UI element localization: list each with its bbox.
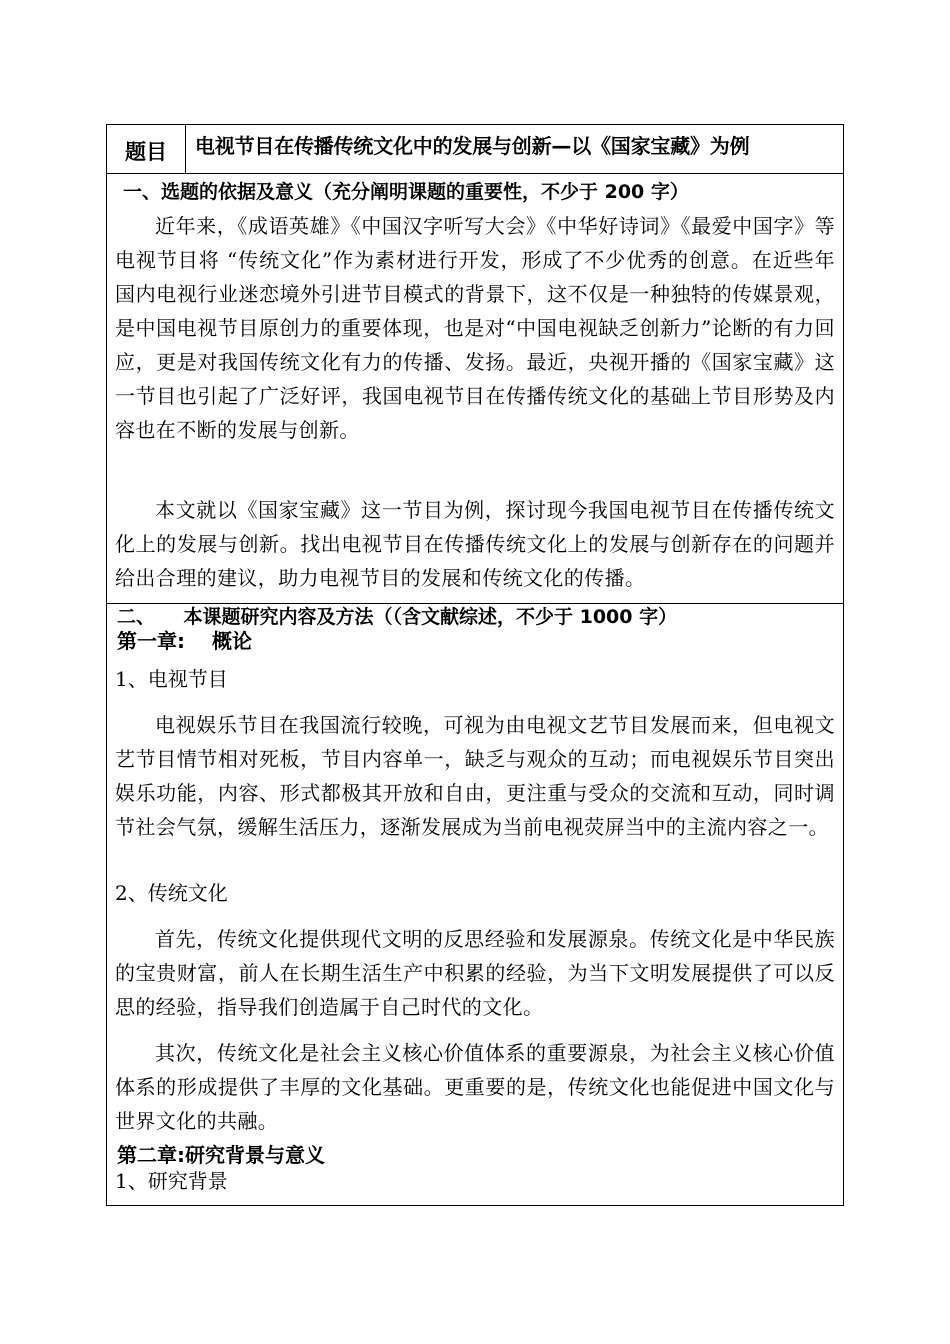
section-research-content [107,604,843,1204]
chapter2-heading: 第二章:研究背景与意义 [117,1143,325,1167]
subsection-tv-programs: 1、电视节目 [115,667,228,691]
section2-heading: 二、 本课题研究内容及方法（（含文献综述，不少于 1000 字） [117,606,678,628]
chapter1-heading: 第一章: 概论 [117,629,252,653]
traditional-culture-paragraph-2: 其次，传统文化是社会主义核心价值体系的重要源泉，为社会主义核心价值体系的形成提供了丰厚的文化基础。更重要的是，传统文化也能促进中国文化与世界文化的共融。 [115,1041,835,1133]
subsection-traditional-culture: 2、传统文化 [115,881,228,905]
proposal-form-table [106,124,844,1206]
subsection-research-background: 1、研究背景 [115,1169,228,1193]
section1-paragraph-1: 近年来，《成语英雄》《中国汉字听写大会》《中华好诗词》《最爱中国字》等电视节目将 “传统文化”作为素材进行开发，形成了不少优秀的创意。在近些年国内电视行业迷恋境外引进节目模式的背景下，这不仅是一种独特的传媒景观，是中国电视节目原创力的重要体现，也是对“中国电视缺乏创新力”论断的有力回应，更是对我国传统文化有力的传播、发扬。最近，央视开播的《国家宝藏》这一节目也引起了广泛好评，我国电视节目在传播传统文化的基础上节目形势及内容也在不断的发展与创新。 [115,214,835,442]
thesis-title: 电视节目在传播传统文化中的发展与创新—以《国家宝藏》为例 [195,134,750,158]
section1-heading: 一、选题的依据及意义（充分阐明课题的重要性，不少于 200 字） [123,181,689,203]
tv-programs-paragraph: 电视娱乐节目在我国流行较晚，可视为由电视文艺节目发展而来，但电视文艺节目情节相对死板，节目内容单一，缺乏与观众的互动；而电视娱乐节目突出娱乐功能，内容、形式都极其开放和自由，更注重与受众的交流和互动，同时调节社会气氛，缓解生活压力，逐渐发展成为当前电视荧屏当中的主流内容之一。 [115,713,835,839]
title-row [107,125,843,174]
section-topic-basis [107,173,843,604]
traditional-culture-paragraph-1: 首先，传统文化提供现代文明的反思经验和发展源泉。传统文化是中华民族的宝贵财富，前人在长期生活生产中积累的经验，为当下文明发展提供了可以反思的经验，指导我们创造属于自己时代的文化。 [115,927,835,1019]
title-label: 题目 [107,125,186,173]
section1-paragraph-2: 本文就以《国家宝藏》这一节目为例，探讨现今我国电视节目在传播传统文化上的发展与创新。找出电视节目在传播传统文化上的发展与创新存在的问题并给出合理的建议，助力电视节目的发展和传统文化的传播。 [115,498,835,590]
